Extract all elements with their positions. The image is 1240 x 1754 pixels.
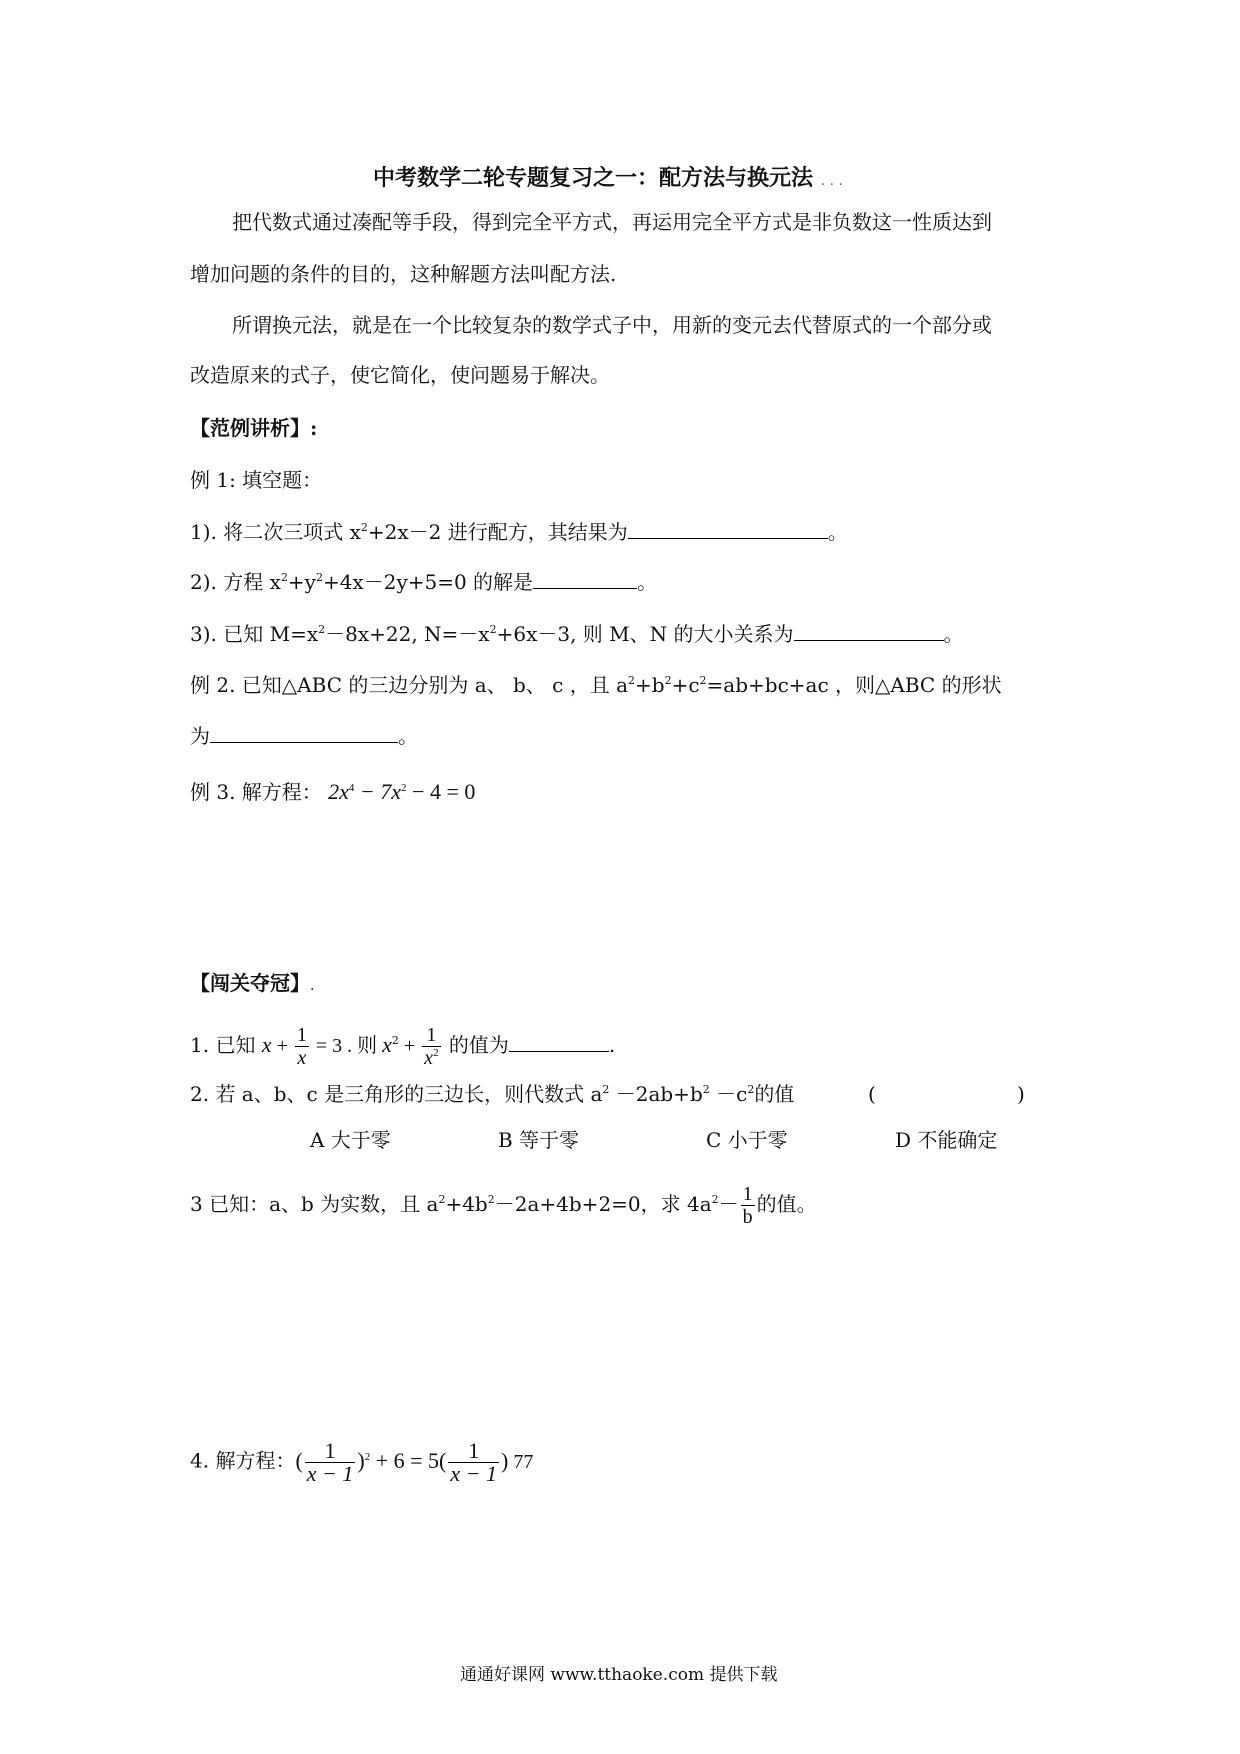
paren: (: [295, 1447, 303, 1473]
page-footer: 通通好课网 www.tthaoke.com 提供下载: [460, 1665, 778, 1685]
fraction-numerator: 1: [742, 1183, 753, 1205]
exponent: 2: [433, 1047, 439, 1059]
answer-blank[interactable]: [628, 520, 828, 539]
p1-eq: = 3 . 则: [310, 1035, 383, 1057]
ex1-q3: [190, 622, 964, 646]
ex1-q1-text2: +2x－2 进行配方，其结果为: [367, 520, 628, 544]
answer-blank[interactable]: [509, 1033, 609, 1052]
problem-1: [190, 1024, 615, 1069]
exponent: 2: [699, 674, 707, 687]
exponent: 2: [360, 521, 368, 534]
answer-blank[interactable]: [794, 622, 944, 641]
p1-text: 1. 已知: [190, 1033, 262, 1057]
exponent: 2: [702, 1083, 710, 1096]
exponent: 2: [364, 1450, 371, 1463]
exponent: 2: [487, 1193, 495, 1206]
ex1-q3-text: 3). 已知 M=x: [190, 622, 319, 646]
exponent: 2: [628, 674, 635, 687]
eq-term: − 4 = 0: [406, 779, 476, 804]
p4-fraction2: [448, 1440, 499, 1485]
exponent: 2: [318, 623, 326, 636]
exponent: 2: [401, 782, 407, 794]
problem-2: [190, 1082, 794, 1106]
p4-fraction: [305, 1440, 356, 1485]
exponent: 2: [602, 1083, 610, 1096]
option-c[interactable]: C 小于零: [706, 1128, 788, 1152]
problem-4: [190, 1440, 533, 1485]
p4-mid: + 6 = 5(: [370, 1447, 447, 1473]
section-heading-text: 【闯关夺冠】: [190, 971, 310, 995]
exponent: 2: [280, 571, 288, 584]
ex1-q2-text: 2). 方程 x: [190, 570, 281, 594]
exponent: 2: [747, 1083, 755, 1096]
exponent: 2: [315, 571, 323, 584]
p3-text: 3 已知：a、b 为实数，且 a: [190, 1192, 439, 1216]
ex3-equation: [328, 779, 475, 804]
fraction-numerator: 1: [296, 1024, 307, 1046]
intro-p2-line2: 改造原来的式子，使它简化，使问题易于解决。: [190, 363, 610, 387]
p4-text: 4. 解方程：: [190, 1448, 296, 1473]
ex2-line1: [190, 673, 1002, 697]
section-heading-dot: .: [310, 978, 315, 994]
paren: ): [357, 1447, 365, 1473]
ex1-q2-end: 。: [637, 570, 658, 594]
intro-p1-line2: 增加问题的条件的目的，这种解题方法叫配方法.: [190, 262, 617, 286]
fraction-numerator: 1: [448, 1440, 499, 1463]
section-heading-challenge: [190, 971, 314, 998]
fraction-denominator: [422, 1047, 440, 1069]
ex3-label: 例 3. 解方程：: [190, 780, 322, 804]
ex1-q1: [190, 520, 848, 544]
p4-tail: 77: [508, 1450, 534, 1473]
answer-bracket-close: ): [1017, 1082, 1025, 1106]
ex2-text2: =ab+bc+ac ，则△ABC 的形状: [706, 673, 1002, 697]
ex2-text: 例 2. 已知△ABC 的三边分别为 a、 b、 c ，且 a: [190, 673, 628, 697]
p2-text: 2. 若 a、b、c 是三角形的三边长，则代数式 a: [190, 1082, 603, 1106]
fraction-numerator: 1: [305, 1440, 356, 1463]
p1-op: +: [271, 1035, 293, 1057]
p2-mid1: －2ab+b: [609, 1082, 703, 1106]
p1-fraction: [295, 1024, 309, 1069]
eq-term: − 7x: [354, 779, 402, 804]
p2-mid2: －c: [709, 1082, 748, 1106]
answer-blank[interactable]: [533, 570, 637, 589]
fraction-denominator: x − 1: [306, 1461, 354, 1486]
fraction-denominator: b: [742, 1206, 753, 1228]
fraction-denominator: x − 1: [450, 1461, 497, 1486]
ex2-line2: [190, 724, 418, 748]
p3-fraction: [741, 1183, 755, 1228]
ex1-q2-text2: +4x－2y+5=0 的解是: [322, 570, 534, 594]
ex2-line2-end: 。: [398, 724, 418, 748]
exponent: 2: [711, 1193, 719, 1206]
problem-3: [190, 1183, 817, 1228]
page-title: [373, 166, 843, 193]
option-a[interactable]: A 大于零: [310, 1128, 391, 1152]
fraction-numerator: 1: [422, 1024, 440, 1047]
ex1-q2: [190, 570, 657, 594]
ex1-q3-end: 。: [943, 622, 964, 646]
p2-text2: 的值: [754, 1082, 795, 1106]
p3-mid1: +4b: [445, 1192, 488, 1216]
ex1-q3-mid: －8x+22, N=－x: [325, 622, 490, 646]
ex1-q2-mid: +y: [287, 570, 316, 594]
paren: ): [501, 1447, 509, 1473]
p4-equation: [295, 1438, 534, 1486]
eq-term: 2x: [328, 779, 349, 804]
p3-minus: －: [718, 1192, 739, 1216]
p3-text2: 的值。: [756, 1192, 817, 1216]
section-heading-examples: 【范例讲析】:: [190, 416, 318, 440]
answer-blank[interactable]: [210, 724, 398, 743]
ex1-label: 例 1: 填空题：: [190, 468, 323, 492]
answer-bracket-open: (: [868, 1082, 876, 1106]
p1-op2: +: [398, 1035, 421, 1057]
title-text: 中考数学二轮专题复习之一：配方法与换元法: [373, 165, 814, 191]
p1-fraction2: [422, 1024, 440, 1069]
ex2-line2-text: 为: [190, 724, 210, 748]
exponent: 2: [438, 1193, 446, 1206]
title-dots: . . .: [820, 173, 843, 189]
fraction-denominator: x: [297, 1047, 307, 1069]
exponent: 2: [489, 623, 497, 636]
ex1-q3-text2: +6x－3, 则 M、N 的大小关系为: [496, 622, 794, 646]
exponent: 2: [664, 674, 672, 687]
exponent: 4: [348, 782, 355, 794]
p1-text2: 的值为: [442, 1033, 509, 1057]
intro-p2-line1: 所谓换元法，就是在一个比较复杂的数学式子中，用新的变元去代替原式的一个部分或: [232, 313, 992, 337]
option-d[interactable]: D 不能确定: [895, 1128, 998, 1152]
p1-var2: x: [382, 1032, 392, 1057]
ex2-c: +c: [671, 673, 700, 697]
ex2-b: +b: [635, 673, 665, 697]
ex3: [190, 780, 475, 804]
ex1-q1-text: 1). 将二次三项式 x: [190, 520, 361, 544]
den-var: x: [424, 1047, 434, 1069]
p3-mid2: －2a+4b+2=0，求 4a: [494, 1192, 712, 1216]
option-b[interactable]: B 等于零: [498, 1128, 580, 1152]
intro-p1-line1: 把代数式通过凑配等手段，得到完全平方式，再运用完全平方式是非负数这一性质达到: [232, 210, 992, 234]
p1-end: .: [608, 1033, 616, 1057]
p1-var: x: [261, 1032, 272, 1057]
exponent: 2: [391, 1034, 399, 1047]
ex1-q1-end: 。: [827, 520, 848, 544]
